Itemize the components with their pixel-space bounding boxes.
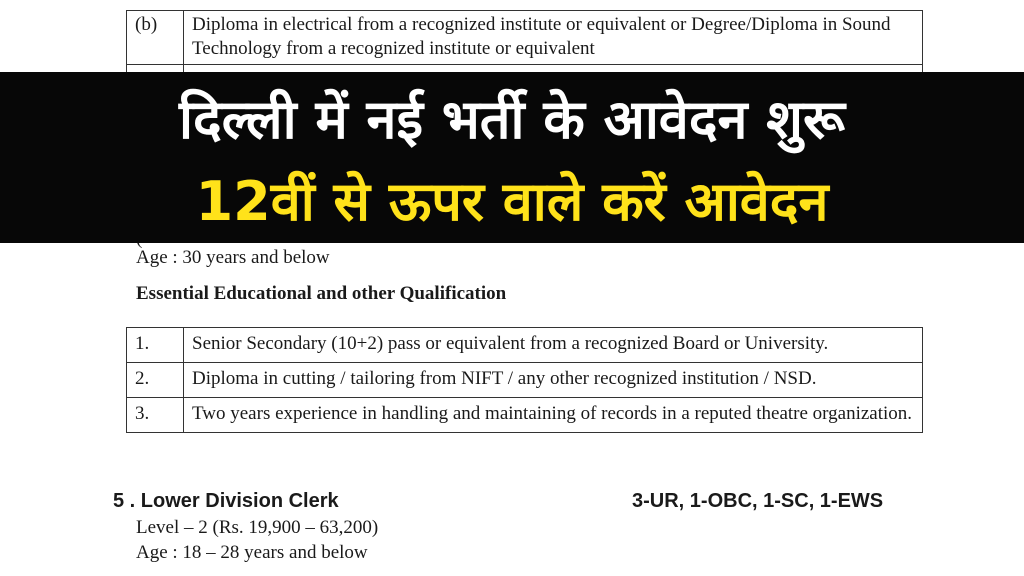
qualification-table — [126, 327, 923, 433]
row-number: 2. — [127, 363, 184, 398]
table-row — [127, 398, 923, 433]
age-line: Age : 30 years and below — [136, 247, 330, 268]
table-row — [127, 328, 923, 363]
row-text: Senior Secondary (10+2) pass or equivalent from a recognized Board or University. — [184, 328, 923, 363]
row-number: 1. — [127, 328, 184, 363]
row-text: Two years experience in handling and maintaining of records in a reputed theatre organization. — [184, 398, 923, 433]
row-number: (b) — [127, 11, 184, 65]
headline-banner — [0, 72, 1024, 243]
row-number: 3. — [127, 398, 184, 433]
post-age: Age : 18 – 28 years and below — [136, 542, 368, 563]
row-text: Diploma in cutting / tailoring from NIFT / any other recognized institution / NSD. — [184, 363, 923, 398]
table-row — [127, 363, 923, 398]
post-level: Level – 2 (Rs. 19,900 – 63,200) — [136, 517, 379, 538]
post-title: 5 . Lower Division Clerk — [113, 490, 339, 512]
qualification-heading: Essential Educational and other Qualification — [136, 283, 507, 304]
table-row — [127, 11, 923, 65]
row-text: Diploma in electrical from a recognized institute or equivalent or Degree/Diploma in Sound Technology from a recognized institute or equivalent — [184, 11, 923, 65]
post-reservation: 3-UR, 1-OBC, 1-SC, 1-EWS — [632, 490, 884, 512]
banner-headline: दिल्ली में नई भर्ती के आवेदन शुरू — [179, 88, 845, 151]
banner-subheadline: 12वीं से ऊपर वाले करें आवेदन — [195, 170, 829, 233]
